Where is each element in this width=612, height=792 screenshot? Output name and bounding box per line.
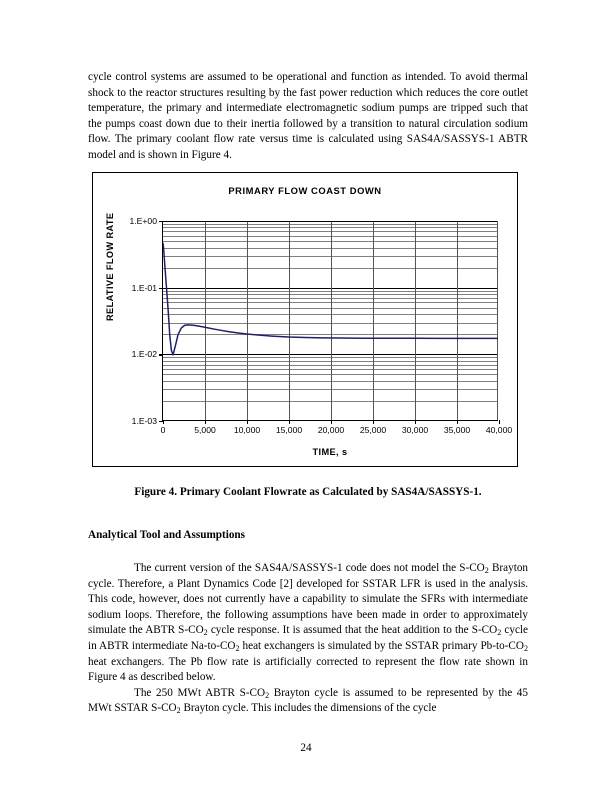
x-tick-label: 20,000 xyxy=(317,425,345,435)
figure-4-chart xyxy=(92,172,518,467)
x-tick-mark xyxy=(499,420,500,424)
para1-seg2: Brayton cycle. Therefore, a Plant Dynamics Code [2] developed for SSTAR LFR is used in the analysis. This code, however, does not currently have a capability to simulate the SFRs with intermediate sodium loops. Therefore, the following assumptions have been made in order to approximately simulate the ABTR S-CO xyxy=(88,562,529,637)
para2-sub2: 2 xyxy=(176,706,181,716)
para1-seg4: cycle in ABTR intermediate Na-to-CO xyxy=(88,624,528,652)
x-tick-mark xyxy=(331,420,332,424)
y-tick-label: 1.E-03 xyxy=(131,416,157,426)
x-tick-mark xyxy=(163,420,164,424)
chart-title: PRIMARY FLOW COAST DOWN xyxy=(228,185,382,196)
para1-sub5: 2 xyxy=(523,643,528,653)
x-tick-label: 35,000 xyxy=(443,425,471,435)
y-tick-label: 1.E-01 xyxy=(131,282,157,293)
y-tick-label: 1.E+00 xyxy=(129,216,157,226)
x-tick-label: 30,000 xyxy=(401,425,429,435)
x-tick-label: 40,000 xyxy=(485,425,513,435)
para1-sub2: 2 xyxy=(203,628,208,638)
x-tick-label: 15,000 xyxy=(275,425,303,435)
figure-caption-wrap xyxy=(88,485,528,500)
y-tick-mark xyxy=(159,354,163,355)
x-tick-label: 25,000 xyxy=(359,425,387,435)
top-text-block xyxy=(88,70,528,164)
y-tick-mark xyxy=(159,221,163,222)
x-tick-mark xyxy=(457,420,458,424)
para2-seg1: The 250 MWt ABTR S-CO xyxy=(134,686,266,699)
lower-text-block xyxy=(88,528,528,717)
para1-seg3: cycle response. It is assumed that the heat addition to the S-CO xyxy=(207,624,498,637)
para1-seg5: heat exchangers is simulated by the SSTAR primary Pb-to-CO xyxy=(239,639,524,652)
para1-seg1: The current version of the SAS4A/SASSYS-1 code does not model the S-CO xyxy=(134,562,485,574)
para1-seg6: heat exchangers. The Pb flow rate is artificially corrected to represent the flow rate shown in Figure 4 as described below. xyxy=(88,655,528,684)
cycle-paragraph xyxy=(88,686,528,717)
spacer xyxy=(88,543,528,561)
para1-sub1: 2 xyxy=(484,565,489,575)
y-tick-mark xyxy=(159,288,163,289)
chart-x-axis-label: TIME, s xyxy=(312,447,348,457)
assumptions-paragraph xyxy=(88,561,528,686)
figure-caption: Figure 4. Primary Coolant Flowrate as Calculated by SAS4A/SASSYS-1. xyxy=(134,486,482,498)
x-tick-label: 10,000 xyxy=(233,425,261,435)
page-number: 24 xyxy=(300,742,312,754)
para1-sub4: 2 xyxy=(235,643,240,653)
x-tick-mark xyxy=(289,420,290,424)
intro-paragraph: cycle control systems are assumed to be operational and function as intended. To avoid thermal shock to the reactor structures resulting by the fast power reduction which reduces the core outlet temperature, the primary and intermediate electromagnetic sodium pumps are tripped such that the pumps coast down due to their inertia followed by a transition to natural circulation sodium flow. The primary coolant flow rate versus time is calculated using SAS4A/SASSYS-1 ABTR model and is shown in Figure 4. xyxy=(88,71,528,161)
chart-y-axis-label: RELATIVE FLOW RATE xyxy=(105,212,115,321)
para2-seg3: Brayton cycle. This includes the dimensions of the cycle xyxy=(180,702,437,715)
x-tick-mark xyxy=(205,420,206,424)
x-tick-mark xyxy=(415,420,416,424)
x-tick-mark xyxy=(247,420,248,424)
x-tick-label: 0 xyxy=(160,425,166,435)
x-tick-label: 5,000 xyxy=(194,425,216,435)
chart-plot-area xyxy=(129,216,513,435)
section-heading: Analytical Tool and Assumptions xyxy=(88,529,245,541)
para2-sub1: 2 xyxy=(265,690,270,700)
flow-rate-curve xyxy=(163,221,498,420)
para2-seg2: Brayton cycle is assumed to be represented by the 45 MWt SSTAR S-CO xyxy=(88,686,528,715)
y-tick-label: 1.E-02 xyxy=(131,349,157,360)
x-tick-mark xyxy=(373,420,374,424)
para1-sub3: 2 xyxy=(497,628,502,638)
